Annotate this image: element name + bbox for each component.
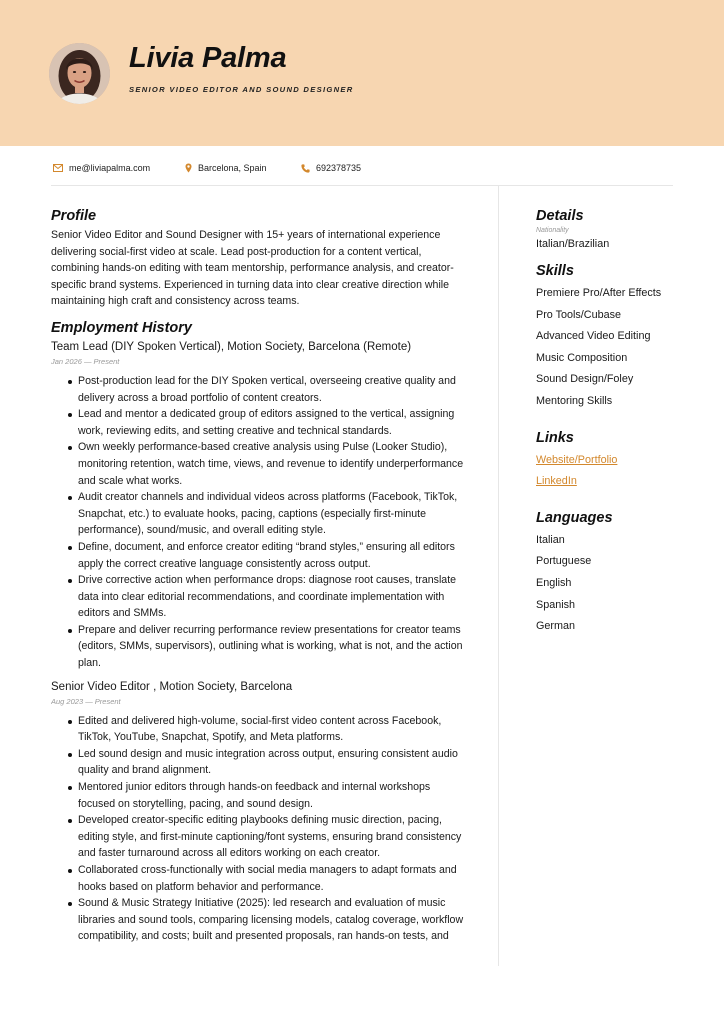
website-portfolio-link[interactable]: Website/Portfolio [536,453,618,466]
job-bullet: Post-production lead for the DIY Spoken vertical, overseeing creative quality and delivery across a broad portfolio of content creators. [78,373,466,406]
job-title: Team Lead (DIY Spoken Vertical), Motion Society, Barcelona (Remote) [51,340,412,353]
phone-icon [301,164,310,173]
skill-item: Advanced Video Editing [536,330,651,343]
profile-photo [49,43,110,104]
language-item: Portuguese [536,555,592,568]
envelope-icon [53,164,63,172]
profile-text: Senior Video Editor and Sound Designer with 15+ years of international experience delivering social-first video at scale. Lead post-production for a content vertical, combining hands-on editing with team mentorship, performance analysis, and creator-specific brand systems. Experienced in turning data into clear creative direction while maintaining high craft and consistency across teams. [51,229,454,308]
candidate-title: SENIOR VIDEO EDITOR AND SOUND DESIGNER [129,85,354,94]
skill-item: Premiere Pro/After Effects [536,287,662,299]
nationality-label: Nationality [536,227,569,234]
main-column [51,206,466,958]
map-pin-icon [185,163,192,173]
job-bullets [51,713,466,945]
avatar [49,43,110,104]
language-item: Spanish [536,598,576,611]
languages-list [536,530,686,638]
job-dates: Aug 2023 — Present [51,696,121,706]
linkedin-link[interactable]: LinkedIn [536,475,577,488]
job-bullet: Prepare and deliver recurring performance review presentations for creator teams (editors, SMMs, supervisors), outlining what is working, what is not, and the action plan. [78,622,466,672]
language-item: Italian [536,533,565,546]
sidebar [536,206,686,638]
job-bullet: Drive corrective action when performance drops: diagnose root causes, translate data into clear editorial recommendations, and coordinate implementation with editors and SMMs. [78,572,466,622]
contact-phone-text: 692378735 [316,163,362,173]
job-bullet: Collaborated cross-functionally with social media managers to adapt formats and hooks based on platform behavior and performance. [78,862,466,895]
contact-phone[interactable] [301,161,361,175]
employment-heading: Employment History [51,319,192,336]
job-bullet: Own weekly performance-based creative analysis using Pulse (Looker Studio), monitoring retention, watch time, views, and revenue to identify underperformance and scale what works. [78,439,466,489]
contact-location-text: Barcelona, Spain [198,163,267,173]
details-heading: Details [536,208,584,224]
job-bullet: Audit creator channels and individual videos across platforms (Facebook, TikTok, Snapchat, etc.) to evaluate hooks, pacing, captions (especially first-minute performance), sound/music, and overall editing style. [78,489,466,539]
job-bullet: Define, document, and enforce creator editing “brand styles,” ensuring all editors apply the correct creative language consistently across output. [78,539,466,572]
profile-heading: Profile [51,208,97,224]
job-dates: Jan 2026 — Present [51,356,120,366]
resume-header [0,0,724,146]
job-bullet: Led sound design and music integration across output, ensuring consistent audio quality and brand alignment. [78,746,466,779]
job-bullet: Developed creator-specific editing playbooks defining music direction, pacing, editing style, and first-minute captioning/font systems, ensuring brand consistency and faster turnaround across all editors working on each creator. [78,812,466,862]
links-list [536,450,686,493]
skills-heading: Skills [536,263,574,279]
skill-item: Music Composition [536,351,628,364]
column-divider [498,186,499,966]
job-bullet: Mentored junior editors through hands-on feedback and internal workshops focused on storytelling, pacing, and sound design. [78,779,466,812]
contact-divider [51,185,673,186]
contact-email-text: me@liviapalma.com [69,163,151,173]
languages-heading: Languages [536,509,613,526]
job-bullet: Lead and mentor a dedicated group of editors assigned to the vertical, assigning work, reviewing edits, and setting creative and technical standards. [78,406,466,439]
job-title: Senior Video Editor , Motion Society, Barcelona [51,680,293,693]
job-bullet: Sound & Music Strategy Initiative (2025): led research and evaluation of music libraries and sound tools, comparing licensing models, catalog coverage, workflow compatibility, and costs; built and presented proposals, ran hands-on tests, and [78,895,466,945]
nationality-value: Italian/Brazilian [536,238,610,250]
job-entry [51,679,466,945]
language-item: German [536,620,576,633]
contact-location [185,161,267,175]
skill-item: Sound Design/Foley [536,373,634,386]
language-item: English [536,576,572,589]
skill-item: Pro Tools/Cubase [536,308,622,321]
job-bullets [51,373,466,672]
link-item [536,471,686,493]
skills-list [536,283,686,413]
links-heading: Links [536,429,574,446]
candidate-name: Livia Palma [129,42,287,74]
skill-item: Mentoring Skills [536,394,613,407]
job-bullet: Edited and delivered high-volume, social-first video content across Facebook, TikTok, YouTube, Snapchat, Spotify, and Meta platforms. [78,713,466,746]
contact-email[interactable] [53,161,150,175]
link-item [536,450,686,472]
job-entry [51,339,466,672]
